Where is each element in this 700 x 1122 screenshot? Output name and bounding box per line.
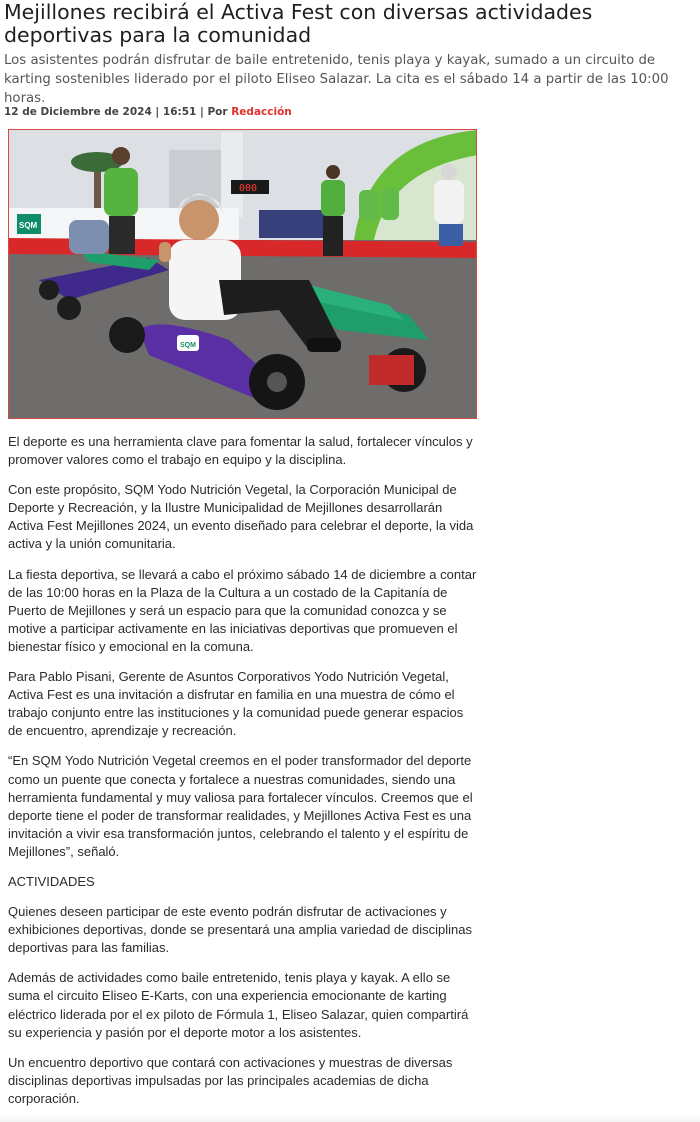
body-paragraph-7: Además de actividades como baile entretenido, tenis playa y kayak. A ello se suma el circuito Eliseo E-Karts, con una experiencia emocionante de karting eléctrico liderada por el ex piloto de Fórmula 1, Eliseo Salazar, quien compartirá su experiencia y pasión por el deporte motor a los asistentes. xyxy=(8,970,469,1040)
photo-person-legs-2 xyxy=(323,216,343,256)
body-paragraph-8: Un encuentro deportivo que contará con activaciones y muestras de diversas disciplinas deportivas impulsadas por las principales academias de dicha corporación. xyxy=(8,1054,453,1106)
article-title: Mejillones recibirá el Activa Fest con diversas actividades deportivas para la comunidad xyxy=(4,0,593,47)
photo-back-kart-wheel-2 xyxy=(57,296,81,320)
photo-kart-sqm-text: SQM xyxy=(180,342,196,349)
article-meta xyxy=(4,106,292,118)
article-photo xyxy=(8,129,477,419)
photo-person-green-4 xyxy=(381,188,399,220)
article-lead: Los asistentes podrán disfrutar de baile entretenido, tenis playa y kayak, sumado a un circuito de karting sostenibles liderado por el piloto Eliseo Salazar. La cita es el sábado 14 a partir de las 10:00 horas. xyxy=(4,53,669,106)
photo-kart-rear-hub xyxy=(267,372,287,392)
photo-child-shoe xyxy=(307,338,341,352)
photo-person-legs-1 xyxy=(109,216,135,254)
photo-person-green-1 xyxy=(104,168,138,216)
photo-back-kart-rider xyxy=(69,220,109,254)
article-date: 12 de Diciembre de 2024 | 16:51 | Por xyxy=(4,106,228,118)
body-section-heading: ACTIVIDADES xyxy=(8,873,95,889)
bottom-fade xyxy=(0,1114,700,1122)
photo-person-head-2 xyxy=(326,165,340,179)
body-paragraph-2: Con este propósito, SQM Yodo Nutrición Vegetal, la Corporación Municipal de Deporte y Recreación, y la Ilustre Municipalidad de Mejillones desarrollarán Activa Fest Mejillones 2024, un evento diseñado para celebrar el deporte, la vida activa y la unión comunitaria. xyxy=(8,482,474,552)
photo-child-face xyxy=(179,200,219,240)
photo-person-blue-legs xyxy=(439,224,463,246)
body-paragraph-1: El deporte es una herramienta clave para fomentar la salud, fortalecer vínculos y promover valores como el trabajo en equipo y la disciplina. xyxy=(8,434,473,468)
author-link[interactable]: Redacción xyxy=(231,106,292,118)
photo-kart-red-bumper xyxy=(369,355,414,385)
photo-child-hand xyxy=(159,242,171,262)
photo-person-green-3 xyxy=(359,190,379,220)
photo-banner-brand: SQM xyxy=(19,221,38,230)
photo-flag xyxy=(221,132,243,217)
photo-kart-front-wheel xyxy=(109,317,145,353)
photo-back-kart-wheel-1 xyxy=(39,280,59,300)
body-paragraph-6: Quienes deseen participar de este evento podrán disfrutar de activaciones y exhibiciones deportivas, donde se presentará una amplia variedad de disciplinas deportivas para las familias. xyxy=(8,904,472,956)
photo-person-head-white xyxy=(441,164,457,180)
photo-person-white xyxy=(434,180,464,224)
photo-timer-display: 000 xyxy=(239,183,258,194)
body-paragraph-4: Para Pablo Pisani, Gerente de Asuntos Corporativos Yodo Nutrición Vegetal, Activa Fest es una invitación a disfrutar en familia en una muestra de cómo el trabajo conjunto entre las instituciones y la comunidad puede generar espacios de encuentro, aprendizaje y recreación. xyxy=(8,669,464,739)
body-paragraph-3: La fiesta deportiva, se llevará a cabo el próximo sábado 14 de diciembre a contar de las 10:00 horas en la Plaza de la Cultura a un costado de la Capitanía de Puerto de Mejillones y será un espacio para que la comunidad conozca y se motive a participar activamente en las iniciativas deportivas que promueven el bienestar físico y emocional en la comuna. xyxy=(8,566,477,654)
photo-person-head-1 xyxy=(112,147,130,165)
body-paragraph-quote: “En SQM Yodo Nutrición Vegetal creemos en el poder transformador del deporte como un puente que conecta y fortalece a nuestras comunidades, siendo una herramienta fundamental y muy valiosa para fortalecer vínculos. Creemos que el deporte tiene el poder de transformar realidades, y Mejillones Activa Fest es una invitación a vivir esa transformación juntos, celebrando el talento y el espíritu de Mejillones”, señaló. xyxy=(8,753,473,859)
photo-person-green-2 xyxy=(321,180,345,216)
article-body xyxy=(8,433,478,1120)
